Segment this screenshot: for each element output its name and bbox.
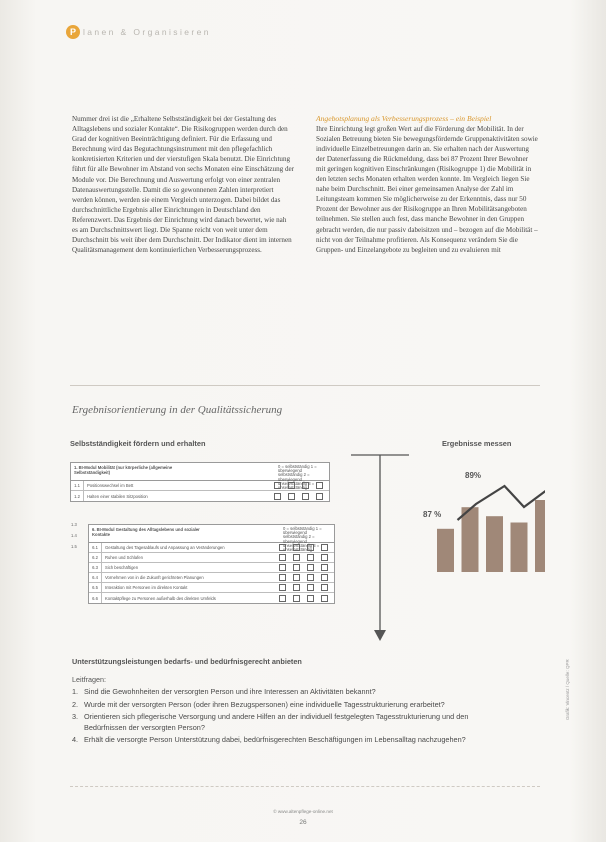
chapter-title: lanen & Organisieren [83,27,211,37]
question-text: Wurde mit der versorgten Person (oder ihren Bezugspersonen) eine individuelle Tagesstrukturierung erarbeitet? [84,699,445,709]
assessment-form-everyday-life [88,524,335,604]
checkbox[interactable] [302,482,309,489]
form-row-number: 6.4 [89,573,102,582]
checkbox[interactable] [279,574,286,581]
form-row-label: Halten einer stabilen Sitzposition [87,493,148,499]
question-list [72,687,512,748]
checkbox-group [279,564,328,571]
form-row-number: 6.1 [89,543,102,552]
form-scale: 0 = selbstständig 1 = überwiegend selbstständig 2 = überwiegend unselbstständig 3 = unselbstständig [283,526,322,553]
form-row-label: Positionswechsel im Bett [87,483,134,488]
checkbox[interactable] [307,595,314,602]
checkbox[interactable] [293,574,300,581]
checkbox[interactable] [321,544,328,551]
question-item [72,687,512,698]
form-row [89,573,334,583]
checkbox[interactable] [321,595,328,602]
subheading-right: Ergebnisse messen [442,439,512,448]
checkbox-group [274,482,323,489]
question-number: 2. [72,699,79,709]
checkbox-group [279,595,328,602]
results-chart [415,462,545,582]
checkbox[interactable] [293,544,300,551]
checkbox-group [279,544,328,551]
checkbox[interactable] [302,493,309,500]
chapter-badge: P [66,25,80,39]
form-side-number: 1.5 [71,544,77,549]
checkbox[interactable] [321,574,328,581]
form-row-label: Vornehmen von in die Zukunft gerichteten Planungen [105,575,204,580]
question-text: Erhält die versorgte Person Unterstützung dabei, bedürfnisgerechten Beschäftigungen im Lebensalltag nachzugehen? [84,735,466,745]
question-number: 4. [72,735,79,745]
form-row-label: Kontaktpflege zu Personen außerhalb des direkten Umfelds [105,595,216,601]
question-text: Sind die Gewohnheiten der versorgten Person und ihre Interessen an Aktivitäten bekannt? [84,687,376,696]
leitfragen-label: Leitfragen: [72,675,106,684]
checkbox[interactable] [321,564,328,571]
checkbox[interactable] [279,564,286,571]
form1-side-numbers [71,519,77,552]
form-scale: 0 = selbstständig 1 = überwiegend selbstständig 2 = überwiegend unselbstständig 3 = unselbstständig [278,464,317,491]
page-header [66,22,211,42]
form-side-number: 1.4 [71,533,77,538]
checkbox[interactable] [293,564,300,571]
form-side-number: 1.3 [71,522,77,527]
checkbox[interactable] [316,482,323,489]
form-row-number: 1.1 [71,481,84,490]
assessment-form-mobility [70,462,330,502]
form-row [89,553,334,563]
example-heading: Angebotsplanung als Verbesserungsprozess – ein Beispiel [316,114,492,123]
form-row [89,563,334,573]
checkbox[interactable] [288,482,295,489]
form-row-number: 6.5 [89,583,102,592]
question-item [72,712,512,733]
checkbox-group [279,584,328,591]
form-row-label: Gestaltung des Tagesablaufs und Anpassung an Veränderungen [105,545,225,550]
checkbox[interactable] [293,554,300,561]
checkbox[interactable] [321,554,328,561]
form-row-number: 6.6 [89,593,102,603]
form-row-number: 6.3 [89,563,102,572]
form-title: 1. BI-Modul Mobilität (nur körperliche (allgemeine Selbstständigkeit) [74,465,173,475]
page-number: 26 [299,819,307,826]
checkbox[interactable] [307,544,314,551]
checkbox[interactable] [279,595,286,602]
checkbox[interactable] [279,544,286,551]
chart-bar [486,516,503,572]
form-row-label: Ruhen und Schlafen [105,555,143,560]
footer-divider [70,786,540,787]
question-text: Orientieren sich pflegerische Versorgung und andere Hilfen an der individuell festgelegten Tagesstrukturierung und den Bedürfnissen der versorgten Person? [84,712,469,732]
footer-source: © www.altenpflege-online.net [273,809,333,814]
checkbox[interactable] [307,554,314,561]
arrow-diagram [345,448,415,643]
chart-bar [511,523,528,573]
right-column-text: Ihre Einrichtung legt großen Wert auf die Förderung der Mobilität. In der Sozialen Betreuung bieten Sie bewegungsfördernde Gruppenaktivitäten sowie individuelle Einzelbetreuungen darin an. Sie erhalten nach der Auswertung der Datenerfassung die Rückmeldung, dass bei 87 Prozent Ihrer Bewohner mit geringen kognitiven Einschränkungen (Risikogruppe 1) die Mobilität in den letzten sechs Monaten erhalten werden konnte. Im Vergleich liegen Sie nahe beim Durchschnitt. Bei einer gemeinsamen Analyse der Zahl im Leitungsteam kommen Sie möglicherweise zu der Erkenntnis, dass nur 50 Prozent der Bewohner aus der Risikogruppe an Ihren Mobilitätsangeboten teilnehmen. Sie stellen auch fest, dass manche Bewohner in den Gruppen gebracht werden, die nur passiv dabeisitzen und – bezogen auf die Mobilität – nicht von der Teilnahme profitieren. Als Konsequenz verändern Sie die Gruppen- und Einzelangebote zu begleiten und zu evaluieren mit [316,124,538,254]
question-number: 3. [72,712,79,722]
chart-bar [437,529,454,572]
question-number: 1. [72,687,79,696]
checkbox[interactable] [321,584,328,591]
checkbox-group [274,493,323,500]
checkbox[interactable] [288,493,295,500]
checkbox[interactable] [307,564,314,571]
side-credit: Grafik: Vincentz / Quelle: QPR [565,659,570,720]
chart-bar [535,500,545,572]
checkbox[interactable] [307,574,314,581]
form-row [71,491,329,501]
form-row [89,583,334,593]
chart-data-label: 87 % [423,510,442,519]
checkbox[interactable] [274,493,281,500]
section-title: Ergebnisorientierung in der Qualitätssicherung [72,404,283,416]
checkbox[interactable] [293,595,300,602]
subheading-left: Selbstständigkeit fördern und erhalten [70,439,206,448]
form-row-label: Interaktion mit Personen im direkten Kontakt [105,585,188,590]
right-column [316,114,538,255]
checkbox[interactable] [279,554,286,561]
section-divider [70,385,540,386]
form-row [89,593,334,603]
checkbox[interactable] [316,493,323,500]
checkbox[interactable] [293,584,300,591]
form-title: 6. BI-Modul Gestaltung des Alltagslebens und sozialer Kontakte [92,527,200,537]
checkbox[interactable] [274,482,281,489]
left-column-text: Nummer drei ist die „Erhaltene Selbstständigkeit bei der Gestaltung des Alltagslebens und sozialer Kontakte“. Die Risikogruppen werden durch den Grad der kognitiven Beeinträchtigung definiert. Für die Erfassung und Berechnung wird das Begutachtungsinstrument mit den pflegefachlich konkretisierten Kriterien und der vierstufigen Skala benutzt. Die Einrichtung führt für alle Bewohner im Abstand von sechs Monaten eine Einschätzung der Module vor. Die Berechnung und Auswertung erfolgt von einer zentralen Datenauswertungsstelle. Damit die so gewonnenen Zahlen interpretiert werden können, werden sie einem Vergleich unterzogen. Dabei bildet das durchschnittliche Ergebnis aller Einrichtungen in Deutschland den Referenzwert. Das Ergebnis der Einrichtung wird danach bewertet, wie nah es am Durchschnittswert liegt. Die Spanne reicht von weit unter dem Durchschnitt bis weit über dem Durchschnitt. Der Indikator dient im internen Qualitätsmanagement dem kontinuierlichen Verbesserungsprozess. [72,115,295,255]
chart-data-label: 89% [465,471,482,480]
checkbox-group [279,574,328,581]
left-column [72,114,294,255]
checkbox-group [279,554,328,561]
chart-bar [462,507,479,572]
form-row-number: 6.2 [89,553,102,562]
checkbox[interactable] [279,584,286,591]
form-row-number: 1.2 [71,491,84,501]
bullets-title: Unterstützungsleistungen bedarfs- und bedürfnisgerecht anbieten [72,657,302,666]
form-row-label: Sich beschäftigen [105,565,139,570]
arrow-head [374,630,386,641]
question-item [72,735,512,746]
question-item [72,700,512,711]
checkbox[interactable] [307,584,314,591]
